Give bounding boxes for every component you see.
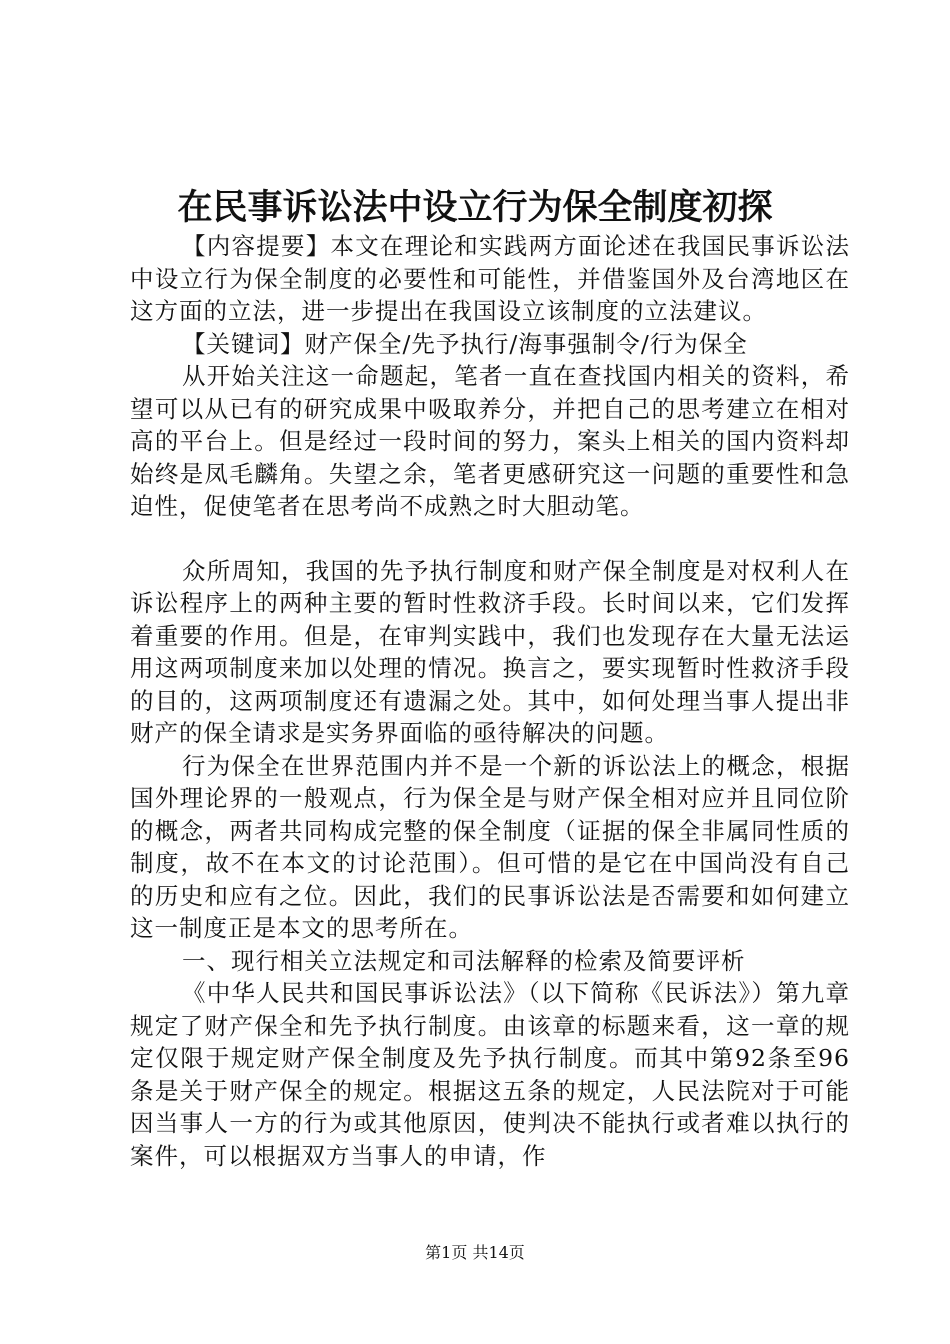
keywords-paragraph: 【关键词】财产保全/先予执行/海事强制令/行为保全 bbox=[182, 329, 748, 358]
page-footer: 第1页 共14页 bbox=[425, 1243, 525, 1262]
body-paragraph: 众所周知，我国的先予执行制度和财产保全制度是对权利人在诉讼程序上的两种主要的暂时性救济手段。长时间以来，它们发挥着重要的作用。但是，在审判实践中，我们也发现存在大量无法运用这两项制度来加以处理的情况。换言之，要实现暂时性救济手段的目的，这两项制度还有遗漏之处。其中，如何处理当事人提出非财产的保全请求是实务界面临的亟待解决的问题。 bbox=[130, 556, 850, 747]
document-title: 在民事诉讼法中设立行为保全制度初探 bbox=[177, 187, 773, 228]
body-paragraph: 从开始关注这一命题起，笔者一直在查找国内相关的资料，希望可以从已有的研究成果中吸取养分，并把自己的思考建立在相对高的平台上。但是经过一段时间的努力，案头上相关的国内资料却始终是凤毛麟角。失望之余，笔者更感研究这一问题的重要性和急迫性，促使笔者在思考尚不成熟之时大胆动笔。 bbox=[130, 362, 850, 520]
body-paragraph: 《中华人民共和国民事诉讼法》（以下简称《民诉法》）第九章规定了财产保全和先予执行制度。由该章的标题来看，这一章的规定仅限于规定财产保全制度及先予执行制度。而其中第92条至96条是关于财产保全的规定。根据这五条的规定，人民法院对于可能因当事人一方的行为或其他原因，使判决不能执行或者难以执行的案件，可以根据双方当事人的申请，作 bbox=[130, 979, 850, 1170]
paragraph-gap bbox=[130, 523, 850, 555]
body-paragraph: 行为保全在世界范围内并不是一个新的诉讼法上的概念，根据国外理论界的一般观点，行为保全是与财产保全相对应并且同位阶的概念，两者共同构成完整的保全制度（证据的保全非属同性质的制度，故不在本文的讨论范围）。但可惜的是它在中国尚没有自己的历史和应有之位。因此，我们的民事诉讼法是否需要和如何建立这一制度正是本文的思考所在。 bbox=[130, 751, 850, 942]
section-heading: 一、现行相关立法规定和司法解释的检索及简要评析 bbox=[182, 946, 746, 975]
document-body bbox=[130, 230, 850, 1172]
abstract-paragraph: 【内容提要】本文在理论和实践两方面论述在我国民事诉讼法中设立行为保全制度的必要性和可能性，并借鉴国外及台湾地区在这方面的立法，进一步提出在我国设立该制度的立法建议。 bbox=[130, 232, 850, 325]
